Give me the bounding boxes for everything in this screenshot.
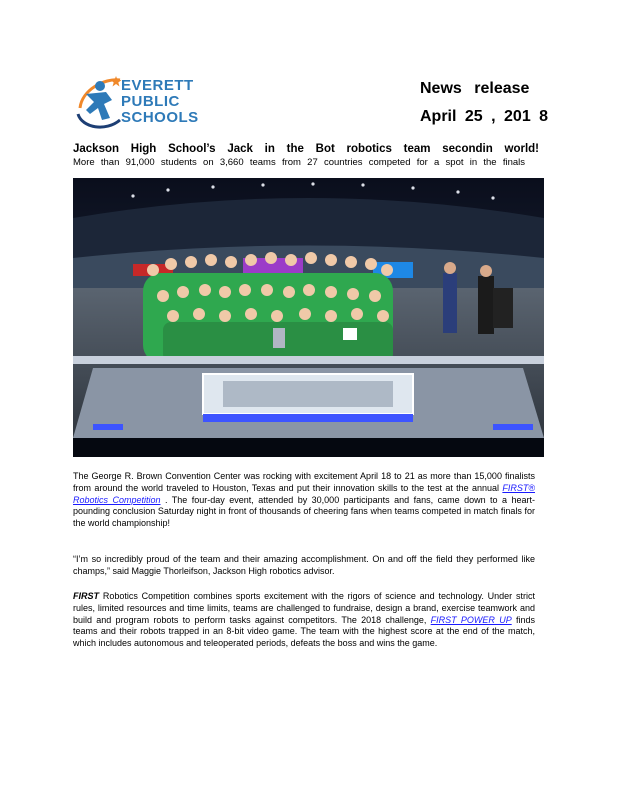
headline: Jackson High School’s Jack in the Bot robotics team secondin world! — [73, 143, 539, 155]
logo-line-public: PUBLIC — [121, 93, 180, 110]
news-release-label: News release — [420, 80, 530, 97]
first-power-up-link[interactable]: FIRST POWER UP — [430, 614, 512, 625]
paragraph-quote: “I’m so incredibly proud of the team and their amazing accomplishment. On and off the field they performed like champs,” said Maggie Thorleifson, Jackson High robotics advisor. — [73, 554, 535, 576]
logo-line-everett: EVERETT — [121, 77, 194, 94]
paragraph-1-text-a: The George R. Brown Convention Center was rocking with excitement April 18 to 21 as more than 15,000 finalists from around the world traveled to Houston, Texas and put their innovation skills to the test at the annual — [73, 471, 535, 493]
release-date: April 25 , 201 8 — [420, 108, 549, 125]
everett-public-schools-logo — [76, 70, 216, 130]
first-brand-text: FIRST — [73, 591, 99, 601]
team-photo — [73, 178, 544, 457]
paragraph-competition — [73, 591, 535, 650]
paragraph-1-text-b: . The four-day event, attended by 30,000 participants and fans, came down to a heart-pounding conclusion Saturday night in front of thousands of cheering fans when teams competed in match finals for the world championship! — [73, 494, 535, 529]
logo-line-schools: SCHOOLS — [121, 109, 199, 126]
subheadline: More than 91,000 students on 3,660 teams from 27 countries competed for a spot in the finals — [73, 157, 525, 168]
first-robotics-competition-link[interactable]: FIRST® Robotics Competition — [73, 482, 535, 505]
paragraph-convention — [73, 471, 535, 530]
paragraph-3-text-a: Robotics Competition combines sports excitement with the rigors of science and technology. Under strict rules, limited resources and time limits, teams are challenged to fundraise, design a brand, exercise teamwork and build and program robots to perform tasks against competitors. The 2018 challenge, — [73, 591, 535, 625]
paragraph-3-text-b: finds teams and their robots trapped in an 8-bit video game. The team with the highest score at the end of the match, which includes autonomous and teleoperated periods, defeats the boss and wins the game. — [73, 614, 535, 649]
